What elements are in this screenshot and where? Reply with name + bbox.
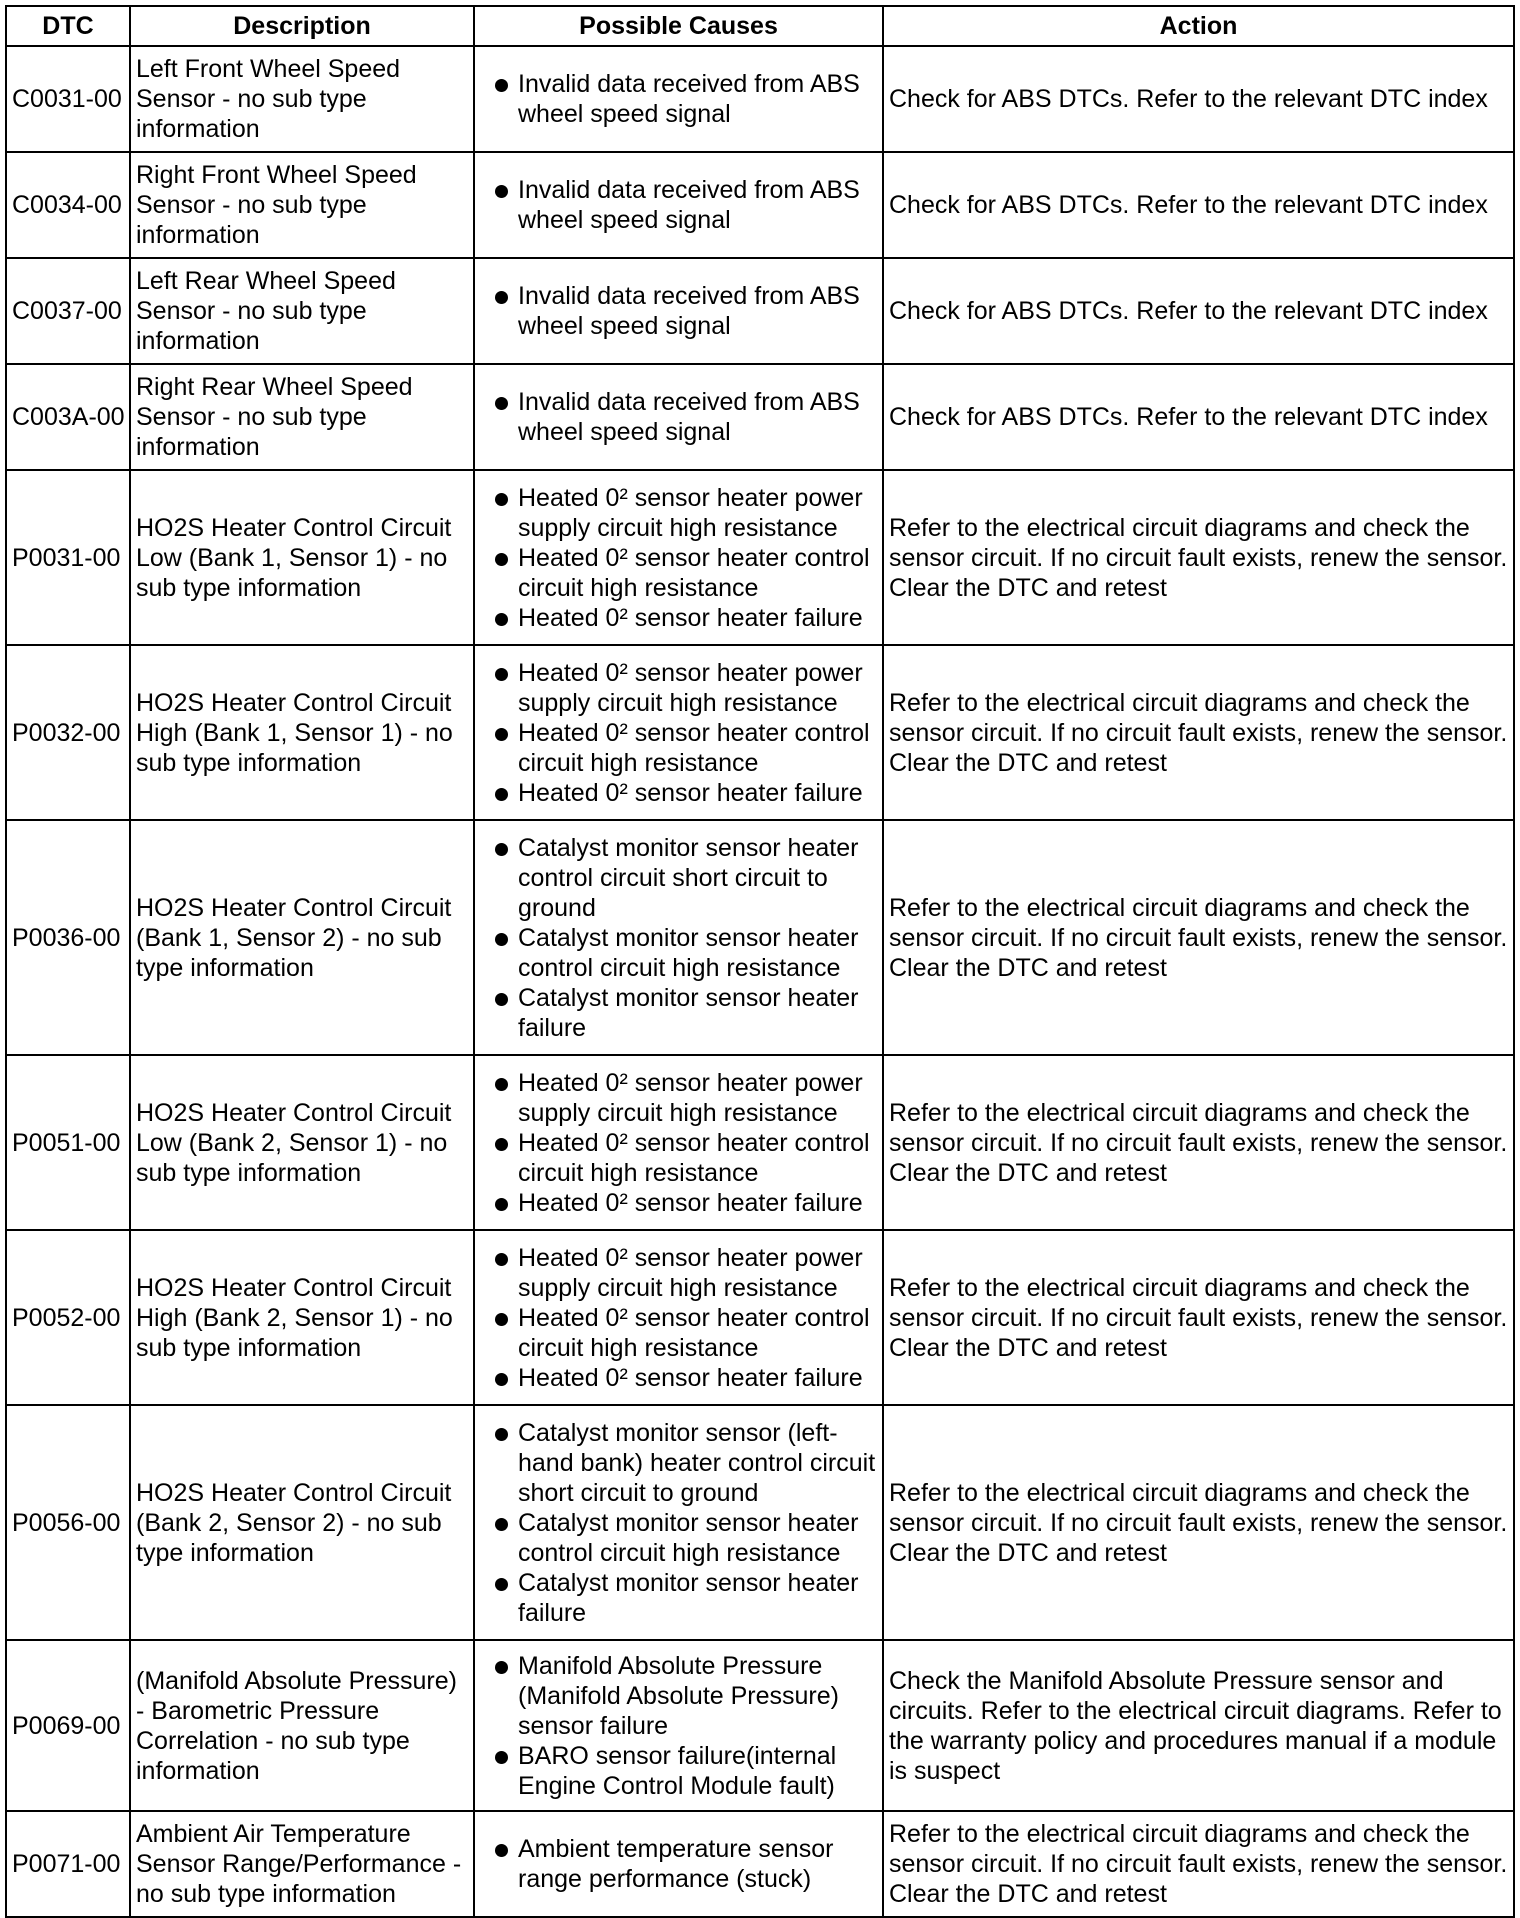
- cause-list-item: BARO sensor failure(internal Engine Control Module fault): [480, 1741, 877, 1801]
- column-header-description: Description: [130, 6, 474, 46]
- action-cell: Refer to the electrical circuit diagrams and check the sensor circuit. If no circuit fault exists, renew the sensor. Clear the DTC and retest: [883, 1055, 1514, 1230]
- action-cell: Check for ABS DTCs. Refer to the relevant DTC index: [883, 364, 1514, 470]
- action-cell: Refer to the electrical circuit diagrams and check the sensor circuit. If no circuit fault exists, renew the sensor. Clear the DTC and retest: [883, 645, 1514, 820]
- column-header-action: Action: [883, 6, 1514, 46]
- possible-causes-cell: [474, 152, 883, 258]
- causes-list: [480, 1068, 877, 1218]
- causes-list: [480, 387, 877, 447]
- table-row: [6, 1230, 1514, 1405]
- dtc-code-cell: P0056-00: [6, 1405, 130, 1640]
- description-cell: HO2S Heater Control Circuit Low (Bank 2, Sensor 1) - no sub type information: [130, 1055, 474, 1230]
- cause-list-item: Catalyst monitor sensor heater control circuit high resistance: [480, 923, 877, 983]
- description-cell: HO2S Heater Control Circuit (Bank 1, Sensor 2) - no sub type information: [130, 820, 474, 1055]
- cause-list-item: Catalyst monitor sensor heater control circuit high resistance: [480, 1508, 877, 1568]
- column-header-possible-causes: Possible Causes: [474, 6, 883, 46]
- action-cell: Check for ABS DTCs. Refer to the relevant DTC index: [883, 258, 1514, 364]
- dtc-code-cell: C0031-00: [6, 46, 130, 152]
- possible-causes-cell: [474, 1230, 883, 1405]
- possible-causes-cell: [474, 1640, 883, 1811]
- table-row: [6, 645, 1514, 820]
- causes-list: [480, 1418, 877, 1628]
- causes-list: [480, 1243, 877, 1393]
- cause-list-item: Heated 0² sensor heater failure: [480, 1363, 877, 1393]
- possible-causes-cell: [474, 470, 883, 645]
- table-body: [6, 46, 1514, 1917]
- possible-causes-cell: [474, 820, 883, 1055]
- cause-list-item: Ambient temperature sensor range performance (stuck): [480, 1834, 877, 1894]
- cause-list-item: Invalid data received from ABS wheel speed signal: [480, 69, 877, 129]
- cause-list-item: Catalyst monitor sensor heater failure: [480, 983, 877, 1043]
- description-cell: HO2S Heater Control Circuit High (Bank 2, Sensor 1) - no sub type information: [130, 1230, 474, 1405]
- cause-list-item: Heated 0² sensor heater power supply circuit high resistance: [480, 658, 877, 718]
- dtc-table-container: [5, 5, 1513, 1918]
- possible-causes-cell: [474, 1811, 883, 1917]
- cause-list-item: Catalyst monitor sensor (left-hand bank) heater control circuit short circuit to ground: [480, 1418, 877, 1508]
- cause-list-item: Invalid data received from ABS wheel speed signal: [480, 281, 877, 341]
- dtc-code-cell: C003A-00: [6, 364, 130, 470]
- causes-list: [480, 833, 877, 1043]
- possible-causes-cell: [474, 645, 883, 820]
- causes-list: [480, 1834, 877, 1894]
- description-cell: HO2S Heater Control Circuit (Bank 2, Sensor 2) - no sub type information: [130, 1405, 474, 1640]
- possible-causes-cell: [474, 258, 883, 364]
- cause-list-item: Heated 0² sensor heater control circuit high resistance: [480, 718, 877, 778]
- action-cell: Check for ABS DTCs. Refer to the relevant DTC index: [883, 46, 1514, 152]
- dtc-code-cell: C0034-00: [6, 152, 130, 258]
- dtc-table: [5, 5, 1515, 1918]
- description-cell: Left Rear Wheel Speed Sensor - no sub type information: [130, 258, 474, 364]
- cause-list-item: Heated 0² sensor heater control circuit high resistance: [480, 543, 877, 603]
- table-row: [6, 1640, 1514, 1811]
- possible-causes-cell: [474, 364, 883, 470]
- action-cell: Refer to the electrical circuit diagrams and check the sensor circuit. If no circuit fault exists, renew the sensor. Clear the DTC and retest: [883, 1230, 1514, 1405]
- possible-causes-cell: [474, 1405, 883, 1640]
- causes-list: [480, 69, 877, 129]
- cause-list-item: Heated 0² sensor heater power supply circuit high resistance: [480, 1068, 877, 1128]
- cause-list-item: Heated 0² sensor heater power supply circuit high resistance: [480, 1243, 877, 1303]
- dtc-code-cell: P0051-00: [6, 1055, 130, 1230]
- table-header-row: [6, 6, 1514, 46]
- action-cell: Refer to the electrical circuit diagrams and check the sensor circuit. If no circuit fault exists, renew the sensor. Clear the DTC and retest: [883, 820, 1514, 1055]
- description-cell: Ambient Air Temperature Sensor Range/Performance - no sub type information: [130, 1811, 474, 1917]
- cause-list-item: Heated 0² sensor heater failure: [480, 603, 877, 633]
- cause-list-item: Heated 0² sensor heater control circuit high resistance: [480, 1128, 877, 1188]
- cause-list-item: Heated 0² sensor heater failure: [480, 1188, 877, 1218]
- dtc-code-cell: P0031-00: [6, 470, 130, 645]
- cause-list-item: Invalid data received from ABS wheel speed signal: [480, 175, 877, 235]
- description-cell: Left Front Wheel Speed Sensor - no sub type information: [130, 46, 474, 152]
- causes-list: [480, 483, 877, 633]
- cause-list-item: Catalyst monitor sensor heater failure: [480, 1568, 877, 1628]
- table-row: [6, 470, 1514, 645]
- dtc-code-cell: P0052-00: [6, 1230, 130, 1405]
- action-cell: Refer to the electrical circuit diagrams and check the sensor circuit. If no circuit fault exists, renew the sensor. Clear the DTC and retest: [883, 1811, 1514, 1917]
- table-row: [6, 46, 1514, 152]
- description-cell: Right Rear Wheel Speed Sensor - no sub type information: [130, 364, 474, 470]
- dtc-code-cell: P0036-00: [6, 820, 130, 1055]
- table-row: [6, 820, 1514, 1055]
- action-cell: Refer to the electrical circuit diagrams and check the sensor circuit. If no circuit fault exists, renew the sensor. Clear the DTC and retest: [883, 470, 1514, 645]
- table-row: [6, 258, 1514, 364]
- cause-list-item: Heated 0² sensor heater power supply circuit high resistance: [480, 483, 877, 543]
- description-cell: Right Front Wheel Speed Sensor - no sub type information: [130, 152, 474, 258]
- description-cell: (Manifold Absolute Pressure) - Barometric Pressure Correlation - no sub type information: [130, 1640, 474, 1811]
- action-cell: Check the Manifold Absolute Pressure sensor and circuits. Refer to the electrical circuit diagrams. Refer to the warranty policy and procedures manual if a module is suspect: [883, 1640, 1514, 1811]
- description-cell: HO2S Heater Control Circuit High (Bank 1, Sensor 1) - no sub type information: [130, 645, 474, 820]
- dtc-code-cell: P0069-00: [6, 1640, 130, 1811]
- table-row: [6, 364, 1514, 470]
- table-row: [6, 1811, 1514, 1917]
- dtc-code-cell: P0071-00: [6, 1811, 130, 1917]
- cause-list-item: Heated 0² sensor heater failure: [480, 778, 877, 808]
- cause-list-item: Invalid data received from ABS wheel speed signal: [480, 387, 877, 447]
- cause-list-item: Manifold Absolute Pressure (Manifold Absolute Pressure) sensor failure: [480, 1651, 877, 1741]
- possible-causes-cell: [474, 1055, 883, 1230]
- causes-list: [480, 281, 877, 341]
- cause-list-item: Heated 0² sensor heater control circuit high resistance: [480, 1303, 877, 1363]
- table-row: [6, 1055, 1514, 1230]
- action-cell: Check for ABS DTCs. Refer to the relevant DTC index: [883, 152, 1514, 258]
- table-row: [6, 1405, 1514, 1640]
- description-cell: HO2S Heater Control Circuit Low (Bank 1, Sensor 1) - no sub type information: [130, 470, 474, 645]
- causes-list: [480, 175, 877, 235]
- causes-list: [480, 658, 877, 808]
- causes-list: [480, 1651, 877, 1801]
- action-cell: Refer to the electrical circuit diagrams and check the sensor circuit. If no circuit fault exists, renew the sensor. Clear the DTC and retest: [883, 1405, 1514, 1640]
- cause-list-item: Catalyst monitor sensor heater control circuit short circuit to ground: [480, 833, 877, 923]
- dtc-code-cell: C0037-00: [6, 258, 130, 364]
- possible-causes-cell: [474, 46, 883, 152]
- table-row: [6, 152, 1514, 258]
- dtc-code-cell: P0032-00: [6, 645, 130, 820]
- column-header-dtc: DTC: [6, 6, 130, 46]
